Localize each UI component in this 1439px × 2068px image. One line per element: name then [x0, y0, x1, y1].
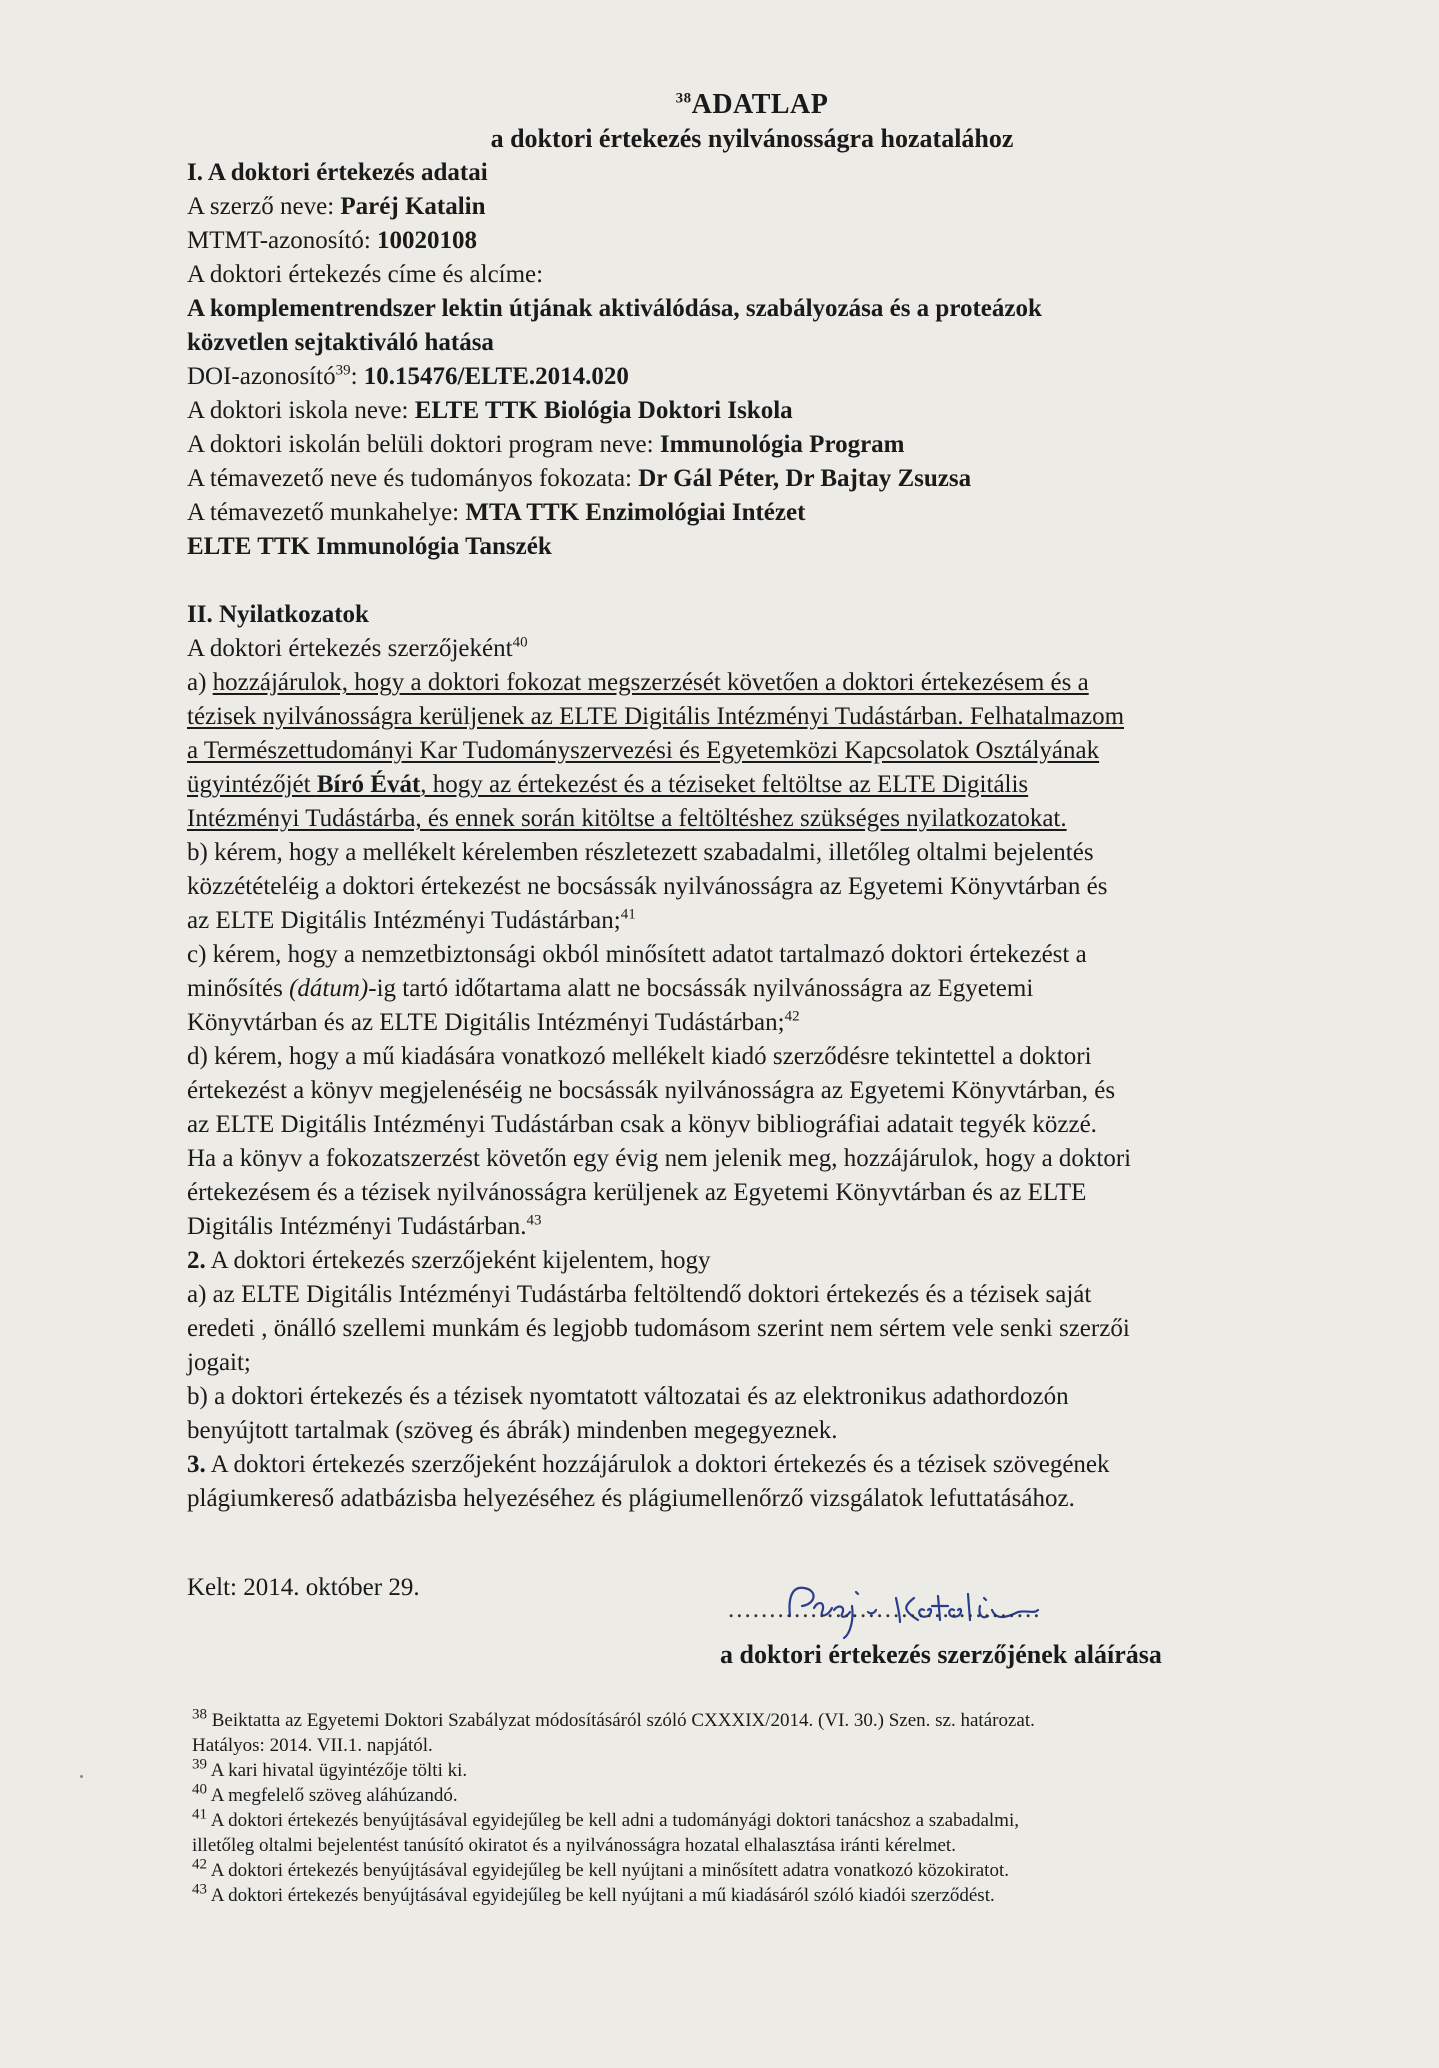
footnote-41-line2: illetőleg oltalmi bejelentést tanúsító okiratot és a nyilvánosságra hozatal elhalasztása iránti kérelmet.	[192, 1835, 956, 1856]
point-2a-line3: jogait;	[187, 1349, 251, 1376]
signature-dotted-line: ......................................	[728, 1596, 1042, 1623]
clause-d-line2: értekezést a könyv megjelenéséig ne bocsássák nyilvánosságra az Egyetemi Könyvtárban, és	[187, 1077, 1116, 1104]
thesis-title-line1: A komplementrendszer lektin útjának aktiválódása, szabályozása és a proteázok	[187, 295, 1042, 322]
doi-line: DOI-azonosító$^{39}$: 10.15476/ELTE.2014.020	[187, 362, 629, 390]
program-value: Immunológia Program	[659, 431, 905, 458]
point-3-line2: plágiumkereső adatbázisba helyezéséhez és plágiumellenőrző vizsgálatok lefuttatásához.	[187, 1485, 1075, 1512]
point-2a-line2: eredeti , önálló szellemi munkám és legjobb tudomásom szerint nem sértem vele senki szerzői	[187, 1315, 1130, 1342]
footnote-38-line2: Hatályos: 2014. VII.1. napjától.	[192, 1735, 433, 1756]
clause-c-line1: c) kérem, hogy a nemzetbiztonsági okból minősített adatot tartalmazó doktori értekezést a	[187, 941, 1087, 968]
supervisor-value: Dr Gál Péter, Dr Bajtay Zsuzsa	[638, 465, 972, 492]
clause-a-line4: ügyintézőjét Bíró Évát, hogy az értekezést és a téziseket feltöltse az ELTE Digitális	[187, 771, 1029, 798]
clause-d-line4: Ha a könyv a fokozatszerzést követőn egy évig nem jelenik meg, hozzájárulok, hogy a doktori	[187, 1145, 1132, 1172]
program-line: A doktori iskolán belüli doktori program neve: Immunológia Program	[187, 431, 905, 458]
clause-d-line6: Digitális Intézményi Tudástárban.$^{43}$	[187, 1212, 542, 1240]
signature-label: a doktori értekezés szerzőjének aláírása	[720, 1640, 1162, 1669]
document-subtitle: a doktori értekezés nyilvánosságra hozatalához	[490, 124, 1014, 153]
clause-b-line1: b) kérem, hogy a mellékelt kérelemben részletezett szabadalmi, illetőleg oltalmi bejelentés	[187, 839, 1094, 866]
footnotes	[192, 1708, 1312, 1908]
clause-b-line2: közzétételéig a doktori értekezést ne bocsássák nyilvánosságra az Egyetemi Könyvtárban és	[187, 873, 1108, 900]
supervisor-line: A témavezető neve és tudományos fokozata: Dr Gál Péter, Dr Bajtay Zsuzsa	[187, 465, 972, 492]
clause-a-line1: a) hozzájárulok, hogy a doktori fokozat megszerzését követően a doktori értekezésem és a	[187, 669, 1089, 696]
clause-b-line3: az ELTE Digitális Intézményi Tudástárban;$^{41}$	[187, 906, 636, 934]
scan-speck	[80, 1775, 83, 1778]
clerk-name: Bíró Évát	[316, 771, 421, 798]
clause-c-line3: Könyvtárban és az ELTE Digitális Intézményi Tudástárban;$^{42}$	[187, 1008, 800, 1036]
workplace-value-1: MTA TTK Enzimológiai Intézet	[465, 499, 806, 526]
section1-heading: I. A doktori értekezés adatai	[187, 159, 488, 186]
footnote-42: $^{42}$ A doktori értekezés benyújtásával egyidejűleg be kell nyújtani a minősített adatra vonatkozó közokiratot.	[192, 1856, 1009, 1881]
document-title: $^{38}$ADATLAP	[675, 89, 829, 120]
clause-d-line3: az ELTE Digitális Intézményi Tudástárban csak a könyv bibliográfiai adatait tegyék közzé.	[187, 1111, 1097, 1138]
school-value: ELTE TTK Biológia Doktori Iskola	[414, 397, 793, 424]
footnote-39: $^{39}$ A kari hivatal ügyintézője tölti ki.	[192, 1756, 468, 1781]
point-3-line1: 3. A doktori értekezés szerzőjeként hozzájárulok a doktori értekezés és a tézisek szövegének	[187, 1451, 1110, 1478]
clause-c-line2: minősítés (dátum)-ig tartó időtartama alatt ne bocsássák nyilvánosságra az Egyetemi	[187, 975, 1034, 1002]
thesis-title-line2: közvetlen sejtaktiváló hatása	[187, 329, 494, 356]
point-2-line1: 2. A doktori értekezés szerzőjeként kijelentem, hogy	[187, 1247, 711, 1274]
title-label: A doktori értekezés címe és alcíme:	[187, 261, 544, 288]
footnote-40: $^{40}$ A megfelelő szöveg aláhúzandó.	[192, 1781, 458, 1806]
author-value: Paréj Katalin	[340, 193, 486, 220]
footnote-43: $^{43}$ A doktori értekezés benyújtásával egyidejűleg be kell nyújtani a mű kiadásáról szóló kiadói szerződést.	[192, 1881, 995, 1906]
clause-a-line5: Intézményi Tudástárba, és ennek során kitöltse a feltöltéshez szükséges nyilatkozatokat.	[187, 805, 1067, 832]
section2-heading: II. Nyilatkozatok	[187, 601, 369, 628]
point-2a-line1: a) az ELTE Digitális Intézményi Tudástárba feltöltendő doktori értekezés és a tézisek saját	[187, 1281, 1092, 1308]
author-line: A szerző neve: Paréj Katalin	[187, 193, 486, 220]
date-line: Kelt: 2014. október 29.	[187, 1574, 420, 1601]
workplace-line: A témavezető munkahelye: MTA TTK Enzimológiai Intézet	[187, 499, 806, 526]
clause-d-line1: d) kérem, hogy a mű kiadására vonatkozó mellékelt kiadó szerződésre tekintettel a doktori	[187, 1043, 1092, 1070]
footnote-41: $^{41}$ A doktori értekezés benyújtásával egyidejűleg be kell adni a tudományági doktori tanácshoz a szabadalmi,	[192, 1806, 1019, 1831]
clause-a-line2: tézisek nyilvánosságra kerüljenek az ELTE Digitális Intézményi Tudástárban. Felhatalmazom	[187, 703, 1125, 730]
point-2b-line2: benyújtott tartalmak (szöveg és ábrák) mindenben megegyeznek.	[187, 1417, 838, 1444]
footnote-38: $^{38}$ Beiktatta az Egyetemi Doktori Szabályzat módosításáról szóló CXXXIX/2014. (VI. 30.) Szen. sz. határozat.	[192, 1706, 1035, 1731]
mtmt-line: MTMT-azonosító: 10020108	[187, 227, 478, 254]
declaration-intro: A doktori értekezés szerzőjeként$^{40}$	[187, 634, 528, 662]
document-body	[187, 88, 1317, 1516]
point-2b-line1: b) a doktori értekezés és a tézisek nyomtatott változatai és az elektronikus adathordozón	[187, 1383, 1069, 1410]
school-line: A doktori iskola neve: ELTE TTK Biológia Doktori Iskola	[187, 397, 793, 424]
mtmt-value: 10020108	[377, 227, 478, 254]
doi-value: 10.15476/ELTE.2014.020	[363, 363, 629, 390]
clause-a-line3: a Természettudományi Kar Tudományszervezési és Egyetemközi Kapcsolatok Osztályának	[187, 737, 1100, 764]
title-footnote-ref: 38	[675, 90, 692, 107]
workplace-value-2: ELTE TTK Immunológia Tanszék	[187, 533, 552, 560]
clause-d-line5: értekezésem és a tézisek nyilvánosságra kerüljenek az Egyetemi Könyvtárban és az ELTE	[187, 1179, 1087, 1206]
spacer	[187, 564, 1317, 598]
